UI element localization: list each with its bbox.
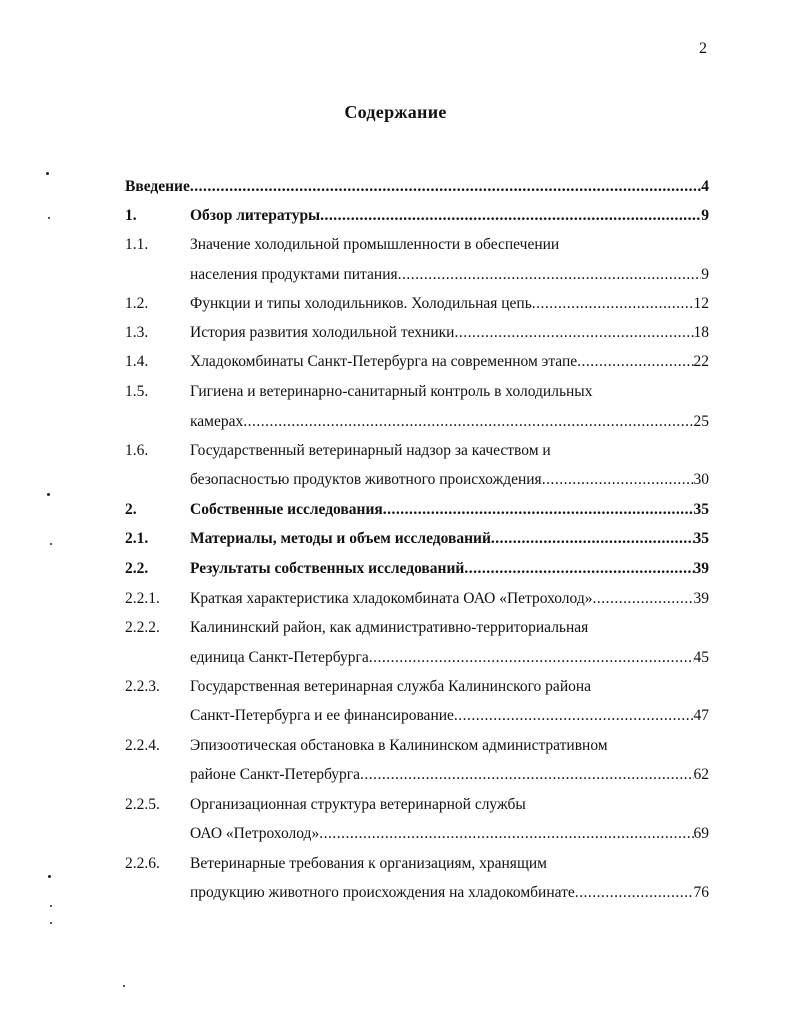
dot-leader	[575, 881, 694, 905]
toc-entry-title: Хладокомбинаты Санкт-Петербурга на современном этапе	[190, 353, 578, 370]
toc-entry-page: 76	[693, 884, 709, 901]
scan-speck	[46, 172, 49, 175]
toc-entry-2-2	[0, 557, 791, 581]
scan-speck	[50, 905, 52, 907]
toc-entry-title: Обзор литературы	[190, 207, 321, 224]
toc-entry-number: 2.2.6.	[125, 855, 160, 872]
toc-entry-number: 1.	[125, 207, 137, 224]
toc-entry-number: 2.2.2.	[125, 619, 160, 636]
toc-entry-number: 2.	[125, 501, 137, 518]
toc-entry-page: 39	[693, 560, 709, 577]
toc-entry-page: 69	[693, 825, 709, 842]
dot-leader	[454, 704, 694, 728]
toc-entry-title: Государственный ветеринарный надзор за качеством и	[190, 442, 551, 459]
page-number: 2	[699, 40, 707, 57]
toc-entry-page: 4	[701, 178, 709, 195]
toc-entry-title: История развития холодильной техники	[190, 324, 455, 341]
toc-entry-2-2-1	[0, 587, 791, 611]
scan-speck	[48, 875, 51, 878]
scan-speck	[48, 217, 50, 219]
toc-entry-1-6-cont	[0, 468, 791, 492]
toc-entry-2-2-6-cont	[0, 881, 791, 905]
toc-entry-number: 1.3.	[125, 324, 149, 341]
toc-entry-1	[0, 204, 791, 228]
toc-entry-page: 18	[693, 324, 709, 341]
toc-entry-1-1	[0, 233, 791, 257]
scan-speck	[47, 493, 50, 496]
toc-entry-page: 25	[693, 413, 709, 430]
page-title: Содержание	[344, 102, 447, 122]
toc-entry-title-cont: Санкт-Петербурга и ее финансирование	[190, 707, 454, 724]
dot-leader	[592, 587, 693, 611]
toc-entry-number: 2.1.	[125, 530, 149, 547]
toc-entry-2	[0, 498, 791, 522]
dot-leader	[243, 410, 693, 434]
toc-entry-2-2-2	[0, 616, 791, 640]
toc-entry-number: 2.2.3.	[125, 678, 160, 695]
toc-entry-1-3	[0, 321, 791, 345]
toc-entry-title: Организационная структура ветеринарной службы	[190, 796, 526, 813]
dot-leader	[464, 557, 693, 581]
toc-entry-title: Значение холодильной промышленности в обеспечении	[190, 236, 560, 253]
toc-entry-title-cont: районе Санкт-Петербурга	[190, 766, 361, 783]
toc-entry-page: 35	[693, 501, 709, 518]
toc-entry-2-2-3	[0, 675, 791, 699]
dot-leader	[398, 263, 702, 287]
toc-entry-page: 22	[693, 353, 709, 370]
toc-entry-2-2-3-cont	[0, 704, 791, 728]
toc-entry-2-2-4-cont	[0, 763, 791, 787]
scan-speck	[50, 922, 52, 924]
scan-speck	[123, 985, 125, 987]
toc-entry-page: 30	[693, 471, 709, 488]
toc-entry-2-2-4	[0, 734, 791, 758]
toc-entry-title: Введение	[125, 178, 190, 195]
toc-entry-page: 35	[693, 530, 709, 547]
toc-entry-number: 1.1.	[125, 236, 149, 253]
toc-entry-number: 1.4.	[125, 353, 149, 370]
toc-entry-page: 39	[693, 590, 709, 607]
toc-entry-title: Гигиена и ветеринарно-санитарный контроль в холодильных	[190, 383, 593, 400]
toc-entry-title-cont: безопасностью продуктов животного происхождения	[190, 471, 542, 488]
dot-leader	[190, 175, 701, 199]
toc-entry-1-4	[0, 350, 791, 374]
toc-entry-page: 47	[693, 707, 709, 724]
toc-entry-page: 12	[693, 295, 709, 312]
toc-entry-number: 2.2.1.	[125, 590, 160, 607]
toc-entry-page: 9	[701, 207, 709, 224]
toc-entry-number: 1.5.	[125, 383, 149, 400]
toc-entry-title-cont: населения продуктами питания	[190, 266, 398, 283]
toc-entry-title: Эпизоотическая обстановка в Калининском административном	[190, 737, 608, 754]
toc-entry-number: 1.6.	[125, 442, 149, 459]
toc-entry-number: 2.2.	[125, 560, 149, 577]
toc-entry-2-2-5-cont	[0, 822, 791, 846]
toc-entry-title: Ветеринарные требования к организациям, хранящим	[190, 855, 547, 872]
toc-entry-title-cont: продукцию животного происхождения на хладокомбинате	[190, 884, 575, 901]
toc-entry-2-1	[0, 527, 791, 551]
toc-entry-title: Материалы, методы и объем исследований	[190, 530, 491, 547]
toc-entry-1-5	[0, 380, 791, 404]
toc-entry-2-2-2-cont	[0, 646, 791, 670]
scan-speck	[50, 543, 52, 545]
toc-entry-title: Собственные исследования	[190, 501, 383, 518]
toc-entry-1-2	[0, 292, 791, 316]
toc-entry-intro	[0, 175, 791, 199]
toc-entry-number: 2.2.4.	[125, 737, 160, 754]
toc-entry-page: 9	[701, 266, 709, 283]
dot-leader	[383, 498, 694, 522]
toc-entry-number: 1.2.	[125, 295, 149, 312]
toc-entry-1-1-cont	[0, 263, 791, 287]
dot-leader	[319, 822, 693, 846]
toc-entry-1-6	[0, 439, 791, 463]
toc-entry-title: Функции и типы холодильников. Холодильная цепь	[190, 295, 532, 312]
toc-entry-title: Краткая характеристика хладокомбината ОАО «Петрохолод»	[190, 590, 593, 607]
toc-entry-2-2-5	[0, 793, 791, 817]
toc-entry-title-cont: единица Санкт-Петербурга	[190, 649, 369, 666]
dot-leader	[491, 527, 694, 551]
toc-entry-title-cont: камерах	[190, 413, 244, 430]
dot-leader	[577, 350, 693, 374]
dot-leader	[320, 204, 701, 228]
toc-entry-2-2-6	[0, 852, 791, 876]
toc-entry-1-5-cont	[0, 410, 791, 434]
dot-leader	[542, 468, 694, 492]
toc-entry-title-cont: ОАО «Петрохолод»	[190, 825, 320, 842]
toc-entry-number: 2.2.5.	[125, 796, 160, 813]
dot-leader	[454, 321, 693, 345]
toc-entry-title: Государственная ветеринарная служба Калининского района	[190, 678, 592, 695]
dot-leader	[369, 646, 694, 670]
toc-entry-title: Калининский район, как административно-территориальная	[190, 619, 589, 636]
toc-entry-page: 45	[693, 649, 709, 666]
toc-entry-title: Результаты собственных исследований	[190, 560, 465, 577]
dot-leader	[532, 292, 694, 316]
dot-leader	[360, 763, 693, 787]
toc-entry-page: 62	[693, 766, 709, 783]
